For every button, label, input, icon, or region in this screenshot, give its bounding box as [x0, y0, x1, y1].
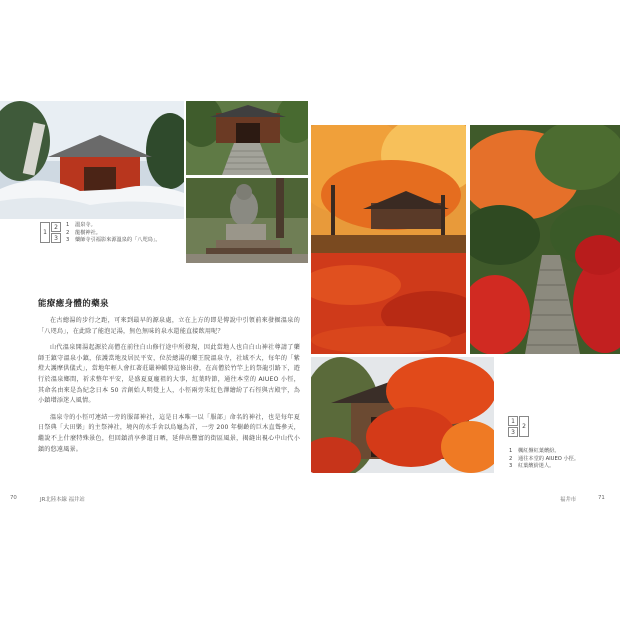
caption-key-cell: 1	[508, 416, 518, 426]
caption-key-left	[40, 222, 61, 243]
page-number-right: 71	[598, 495, 605, 501]
caption-item: 1 溫泉寺。	[66, 222, 96, 228]
body-paragraph: 溫泉寺的小徑可連結一旁的服部神社，這是日本唯一以「服部」命名的神社，也是每年夏日祭典「大田樂」的主祭神社，境內的水手舍以烏龜為首，一旁 200 年樹齡的巨木直聳參天，繼說不上什麼特殊景色，但回鎮消享參道日晒，延伸出豐富的街區風景，揭縫出視心中山代小鎮的悠遠風景。	[38, 413, 300, 453]
caption-list-right	[509, 448, 579, 471]
photo-yatagarasu-fountain	[186, 178, 308, 263]
photo-temple-roof-maples	[311, 357, 494, 473]
caption-key-cell: 3	[51, 233, 61, 243]
caption-key-cell: 3	[508, 427, 518, 437]
caption-key-cell: 2	[51, 222, 61, 232]
caption-item: 1 楓紅盤紅葉繽紛。	[509, 448, 560, 454]
photo-shrine-stairs	[186, 101, 308, 175]
running-head-right: 福井市	[560, 497, 577, 503]
running-head-left: JR北陸本線 福井站	[40, 497, 85, 503]
caption-key-right	[508, 416, 529, 437]
caption-item: 3 藥師寺引福影來源溫泉的「八咫鳥」。	[66, 237, 161, 244]
photo-onsenji-snow	[0, 101, 184, 219]
caption-list-left	[66, 222, 161, 245]
page-number-left: 70	[10, 495, 17, 501]
body-paragraph: 在古總湯的步行之距，可來到最早的源泉處，立在上方的即是傳說中引領前來發掘溫泉的「八咫烏」，在此除了能泡足湯，無色無味的泉水還能直接飲用呢？	[38, 317, 300, 335]
body-paragraph: 山代溫泉開湯起源於高僧在前往白山修行途中所發現，因此當地人也自白山神社尊請了藥師王鎮守溫泉小鎮，依護當地及居民平安，位於總湯的藥王院溫泉寺，社域不大，每年的「紫燈大護摩供儀式」，當地年輕人會扛著莊嚴神轎登這條出發，在高僧於竹竿上的祭龍引路下，遊行於溫泉鄉間，祈求整年平安，是盛夏夏龐祖的大事，紅葉時節，通往本堂的 AIUEO 小徑，其命名由來是為紀念日本 50 音創始人明覺上人，小徑兩旁朱紅色澤繪紛了石徑與古殿宇，為小鎮增添迷人風情。	[38, 344, 300, 405]
photo-aiueo-stairway	[470, 125, 620, 354]
article-body	[38, 316, 300, 461]
caption-item: 2 龍樹神社。	[66, 229, 101, 236]
caption-item: 3 紅葉繽紛迷人。	[509, 463, 555, 470]
photo-maple-carpet	[311, 125, 466, 354]
caption-item: 2 通往本堂的 AIUEO 小徑。	[509, 455, 580, 462]
caption-key-cell: 1	[40, 222, 50, 243]
section-heading: 能療癒身體的藥泉	[38, 298, 109, 308]
caption-key-cell: 2	[519, 416, 529, 437]
